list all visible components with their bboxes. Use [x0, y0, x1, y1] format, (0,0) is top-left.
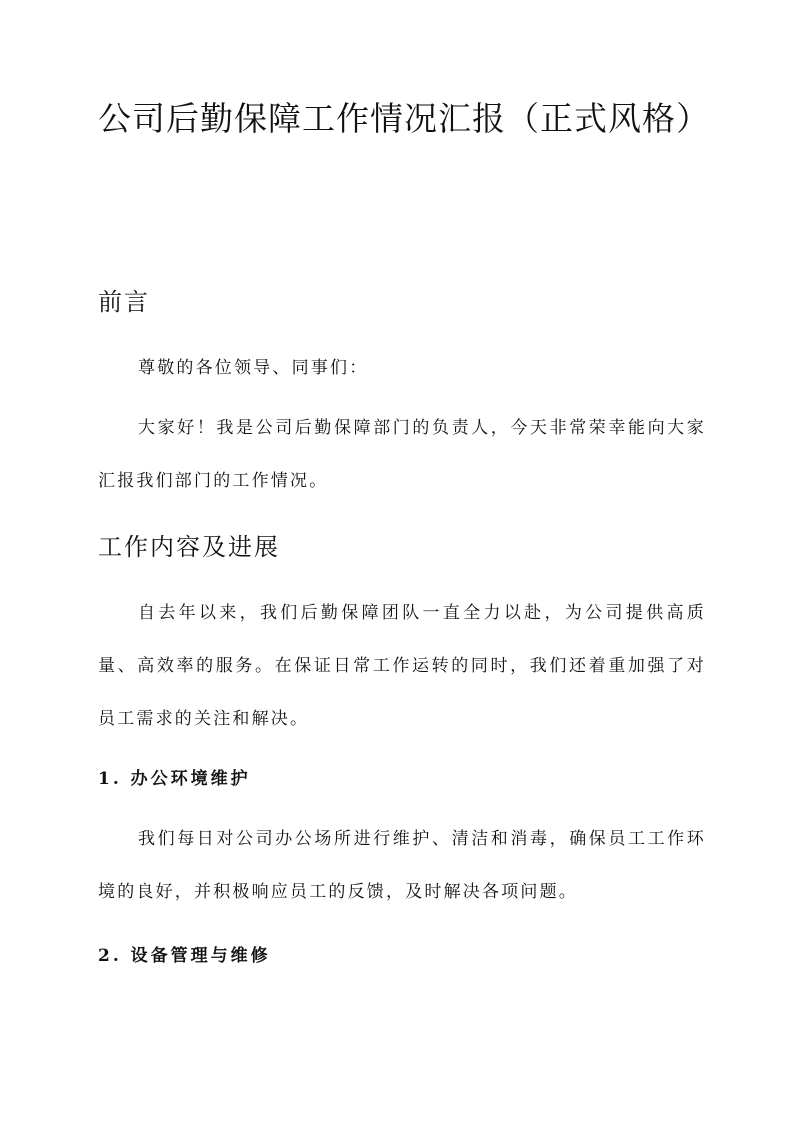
- intro-paragraph: 大家好！我是公司后勤保障部门的负责人，今天非常荣幸能向大家汇报我们部门的工作情况。: [98, 418, 706, 491]
- greeting-paragraph: 尊敬的各位领导、同事们：: [138, 358, 369, 378]
- subsection-heading-office: 1. 办公环境维护: [98, 769, 251, 789]
- subsection-heading-equipment: 2. 设备管理与维修: [98, 946, 271, 966]
- section-heading-preface: 前言: [98, 288, 150, 316]
- document-title: 公司后勤保障工作情况汇报（正式风格）: [98, 99, 710, 138]
- section-heading-work: 工作内容及进展: [98, 533, 280, 561]
- work-paragraph: 自去年以来，我们后勤保障团队一直全力以赴，为公司提供高质量、高效率的服务。在保证日常工作运转的同时，我们还着重加强了对员工需求的关注和解决。: [98, 603, 706, 729]
- office-paragraph: 我们每日对公司办公场所进行维护、清洁和消毒，确保员工工作环境的良好，并积极响应员工的反馈，及时解决各项问题。: [98, 829, 706, 902]
